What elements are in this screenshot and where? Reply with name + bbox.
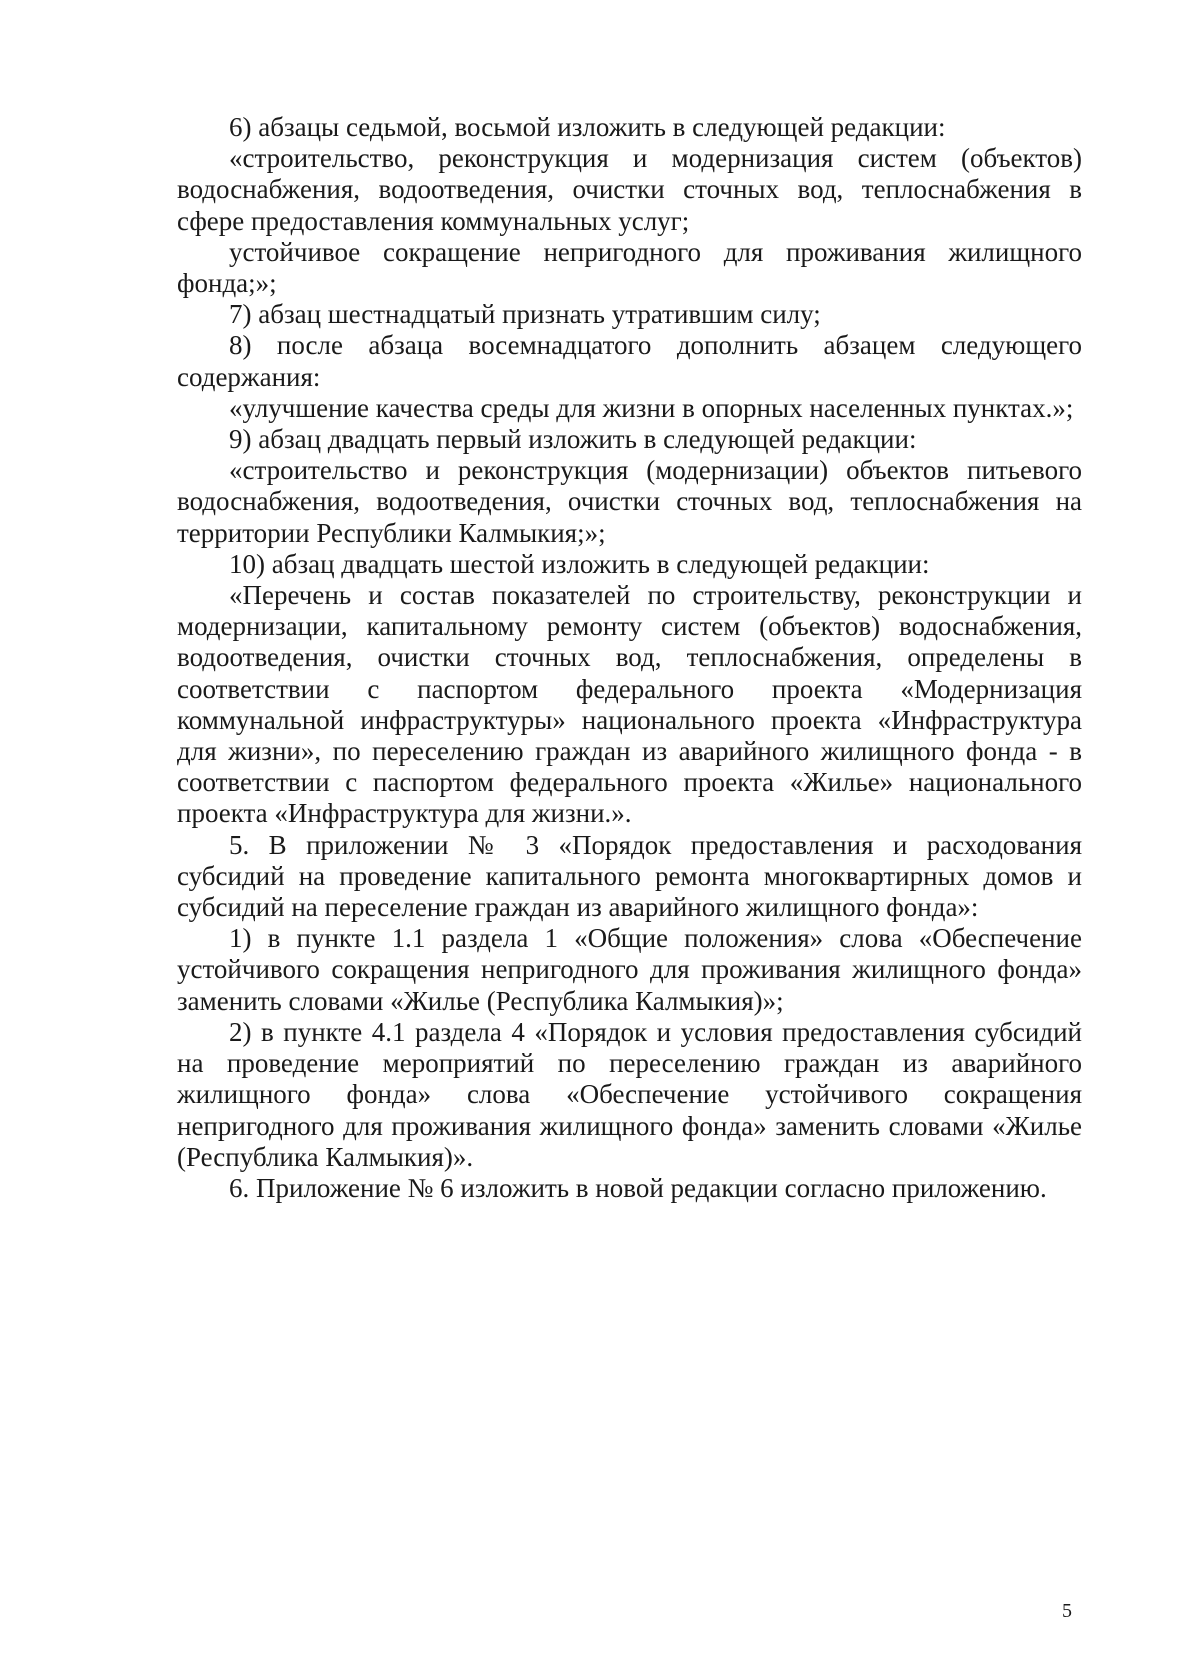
page-number: 5: [1062, 1600, 1072, 1622]
paragraph-section-5-item-1: 1) в пункте 1.1 раздела 1 «Общие положения» слова «Обеспечение устойчивого сокращения непригодного для проживания жилищного фонда» заменить словами «Жилье (Республика Калмыкия)»;: [177, 923, 1082, 1016]
paragraph-item-8: 8) после абзаца восемнадцатого дополнить абзацем следующего содержания:: [177, 330, 1082, 392]
paragraph-section-6: 6. Приложение № 6 изложить в новой редакции согласно приложению.: [229, 1172, 1047, 1203]
paragraph-item-6: 6) абзацы седьмой, восьмой изложить в следующей редакции:: [229, 112, 946, 142]
paragraph-section-5: 5. В приложении № 3 «Порядок предоставления и расходования субсидий на проведение капитального ремонта многоквартирных домов и субсидий на переселение граждан из аварийного жилищного фонда»:: [177, 829, 1082, 923]
paragraph-quote-housing-reduction: устойчивое сокращение непригодного для проживания жилищного фонда;»;: [177, 236, 1082, 299]
paragraph-item-7: 7) абзац шестнадцатый признать утратившим силу;: [229, 299, 821, 330]
paragraph-quote-construction: «строительство, реконструкция и модернизация систем (объектов) водоснабжения, водоотведения, очистки сточных вод, теплоснабжения в сфере предоставления коммунальных услуг;: [177, 143, 1082, 236]
paragraph-section-5-item-2: 2) в пункте 4.1 раздела 4 «Порядок и условия предоставления субсидий на проведение мероприятий по переселению граждан из аварийного жилищного фонда» слова «Обеспечение устойчивого сокращения непригодного для проживания жилищного фонда» заменить словами «Жилье (Республика Калмыкия)».: [177, 1016, 1082, 1172]
paragraph-quote-water-supply: «строительство и реконструкция (модернизации) объектов питьевого водоснабжения, водоотведения, очистки сточных вод, теплоснабжения на территории Республики Калмыкия;»;: [177, 455, 1082, 548]
paragraph-item-9: 9) абзац двадцать первый изложить в следующей редакции:: [229, 424, 917, 455]
paragraph-item-10: 10) абзац двадцать шестой изложить в следующей редакции:: [229, 548, 930, 579]
paragraph-quote-indicators: «Перечень и состав показателей по строительству, реконструкции и модернизации, капитальному ремонту систем (объектов) водоснабжения, водоотведения, очистки сточных вод, теплоснабжения, определены в соответствии с паспортом федерального проекта «Модернизация коммунальной инфраструктуры» национального проекта «Инфраструктура для жизни», по переселению граждан из аварийного жилищного фонда - в соответствии с паспортом федерального проекта «Жилье» национального проекта «Инфраструктура для жизни.».: [177, 580, 1082, 829]
paragraph-quote-living-environment: «улучшение качества среды для жизни в опорных населенных пунктах.»;: [229, 392, 1074, 423]
document-body: [177, 112, 1082, 1204]
